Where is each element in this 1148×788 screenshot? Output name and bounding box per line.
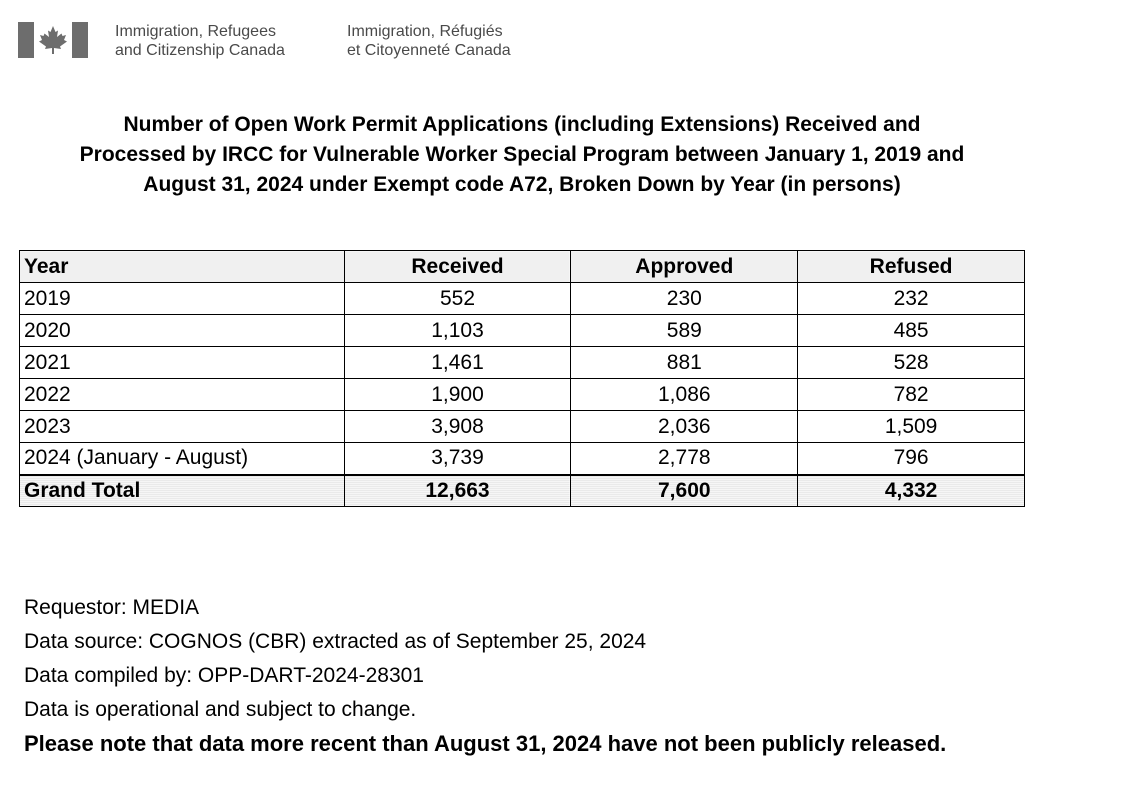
compiled-by-note: Data compiled by: OPP-DART-2024-28301: [24, 664, 424, 687]
cell-received: 1,103: [344, 315, 571, 347]
cell-year: 2021: [20, 347, 345, 379]
cell-received: 1,461: [344, 347, 571, 379]
header-approved: Approved: [571, 251, 798, 283]
cell-year: 2022: [20, 379, 345, 411]
footnotes: [24, 591, 946, 761]
data-source-note: Data source: COGNOS (CBR) extracted as of September 25, 2024: [24, 630, 647, 653]
cell-year: 2024 (January - August): [20, 443, 345, 475]
cell-refused: 232: [798, 283, 1025, 315]
cell-refused: 528: [798, 347, 1025, 379]
cell-approved: 1,086: [571, 379, 798, 411]
cell-received: 1,900: [344, 379, 571, 411]
total-label: Grand Total: [20, 475, 345, 507]
table-row: [20, 443, 1025, 475]
operational-note: Data is operational and subject to change.: [24, 698, 417, 721]
header-refused: Refused: [798, 251, 1025, 283]
cell-approved: 230: [571, 283, 798, 315]
permit-applications-table: [19, 250, 1025, 507]
department-name-english: Immigration, Refugees and Citizenship Canada: [115, 23, 285, 59]
title-line-2: Processed by IRCC for Vulnerable Worker Special Program between January 1, 2019 and: [79, 143, 965, 166]
release-note: Please note that data more recent than August 31, 2024 have not been publicly released.: [24, 731, 947, 756]
maple-leaf-icon: [36, 24, 70, 56]
department-name-french: Immigration, Réfugiés et Citoyenneté Canada: [347, 23, 511, 59]
cell-refused: 782: [798, 379, 1025, 411]
total-approved: 7,600: [571, 475, 798, 507]
table-row: [20, 411, 1025, 443]
cell-approved: 881: [571, 347, 798, 379]
table-row: [20, 347, 1025, 379]
cell-refused: 485: [798, 315, 1025, 347]
cell-year: 2023: [20, 411, 345, 443]
header-received: Received: [344, 251, 571, 283]
government-signature: [18, 22, 511, 60]
cell-approved: 2,778: [571, 443, 798, 475]
cell-received: 3,739: [344, 443, 571, 475]
requestor-note: Requestor: MEDIA: [24, 596, 200, 619]
title-line-3: August 31, 2024 under Exempt code A72, Broken Down by Year (in persons): [143, 173, 901, 196]
cell-approved: 589: [571, 315, 798, 347]
cell-year: 2019: [20, 283, 345, 315]
header-year: Year: [20, 251, 345, 283]
table-header-row: [20, 251, 1025, 283]
cell-refused: 796: [798, 443, 1025, 475]
cell-received: 3,908: [344, 411, 571, 443]
total-received: 12,663: [344, 475, 571, 507]
table-row: [20, 315, 1025, 347]
table-row: [20, 379, 1025, 411]
title-line-1: Number of Open Work Permit Applications (including Extensions) Received and: [123, 113, 921, 136]
grand-total-row: [20, 475, 1025, 507]
cell-received: 552: [344, 283, 571, 315]
total-refused: 4,332: [798, 475, 1025, 507]
canada-flag-icon: [18, 22, 88, 58]
cell-year: 2020: [20, 315, 345, 347]
table-row: [20, 283, 1025, 315]
cell-refused: 1,509: [798, 411, 1025, 443]
page-title: [0, 110, 1044, 200]
cell-approved: 2,036: [571, 411, 798, 443]
